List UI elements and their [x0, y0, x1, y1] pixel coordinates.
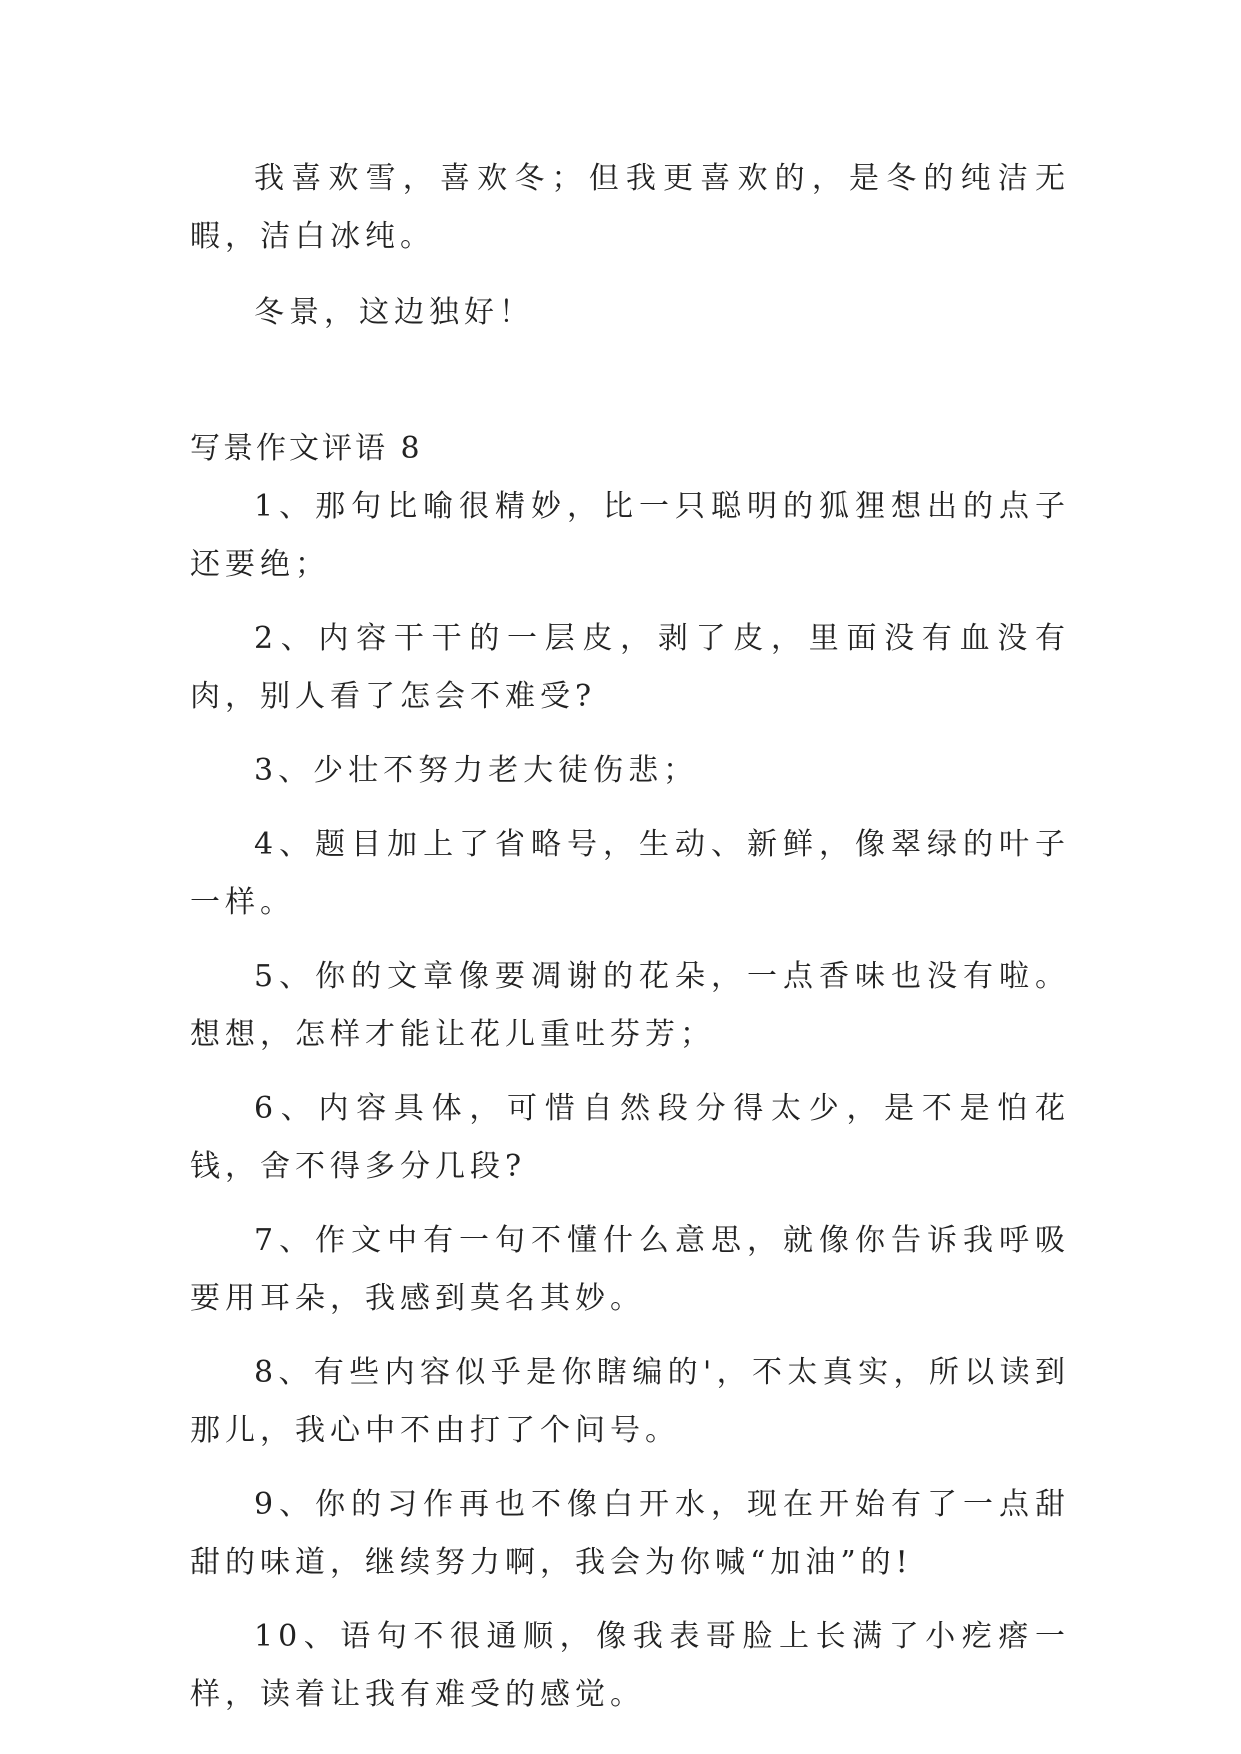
list-item: 10、语句不很通顺，像我表哥脸上长满了小疙瘩一样，读着让我有难受的感觉。	[190, 1619, 1070, 1712]
list-item: 4、题目加上了省略号，生动、新鲜，像翠绿的叶子一样。	[190, 827, 1070, 920]
list-item: 9、你的习作再也不像白开水，现在开始有了一点甜甜的味道，继续努力啊，我会为你喊“加油”的!	[190, 1487, 1070, 1580]
list-item: 3、少壮不努力老大徒伤悲；	[254, 753, 699, 788]
section-title: 写景作文评语 8	[190, 431, 423, 466]
intro-paragraph: 我喜欢雪，喜欢冬；但我更喜欢的，是冬的纯洁无暇，洁白冰纯。	[190, 161, 1070, 254]
intro-paragraph: 冬景，这边独好！	[254, 295, 534, 330]
list-item: 7、作文中有一句不懂什么意思，就像你告诉我呼吸要用耳朵，我感到莫名其妙。	[190, 1223, 1070, 1316]
list-item: 2、内容干干的一层皮，剥了皮，里面没有血没有肉，别人看了怎会不难受?	[190, 621, 1070, 714]
list-item: 8、有些内容似乎是你瞎编的'，不太真实，所以读到那儿，我心中不由打了个问号。	[190, 1355, 1070, 1448]
list-item: 1、那句比喻很精妙，比一只聪明的狐狸想出的点子还要绝；	[190, 489, 1070, 582]
document-page	[190, 150, 1070, 1724]
list-item: 5、你的文章像要凋谢的花朵，一点香味也没有啦。想想，怎样才能让花儿重吐芬芳；	[190, 959, 1070, 1052]
list-item: 6、内容具体，可惜自然段分得太少，是不是怕花钱，舍不得多分几段?	[190, 1091, 1070, 1184]
